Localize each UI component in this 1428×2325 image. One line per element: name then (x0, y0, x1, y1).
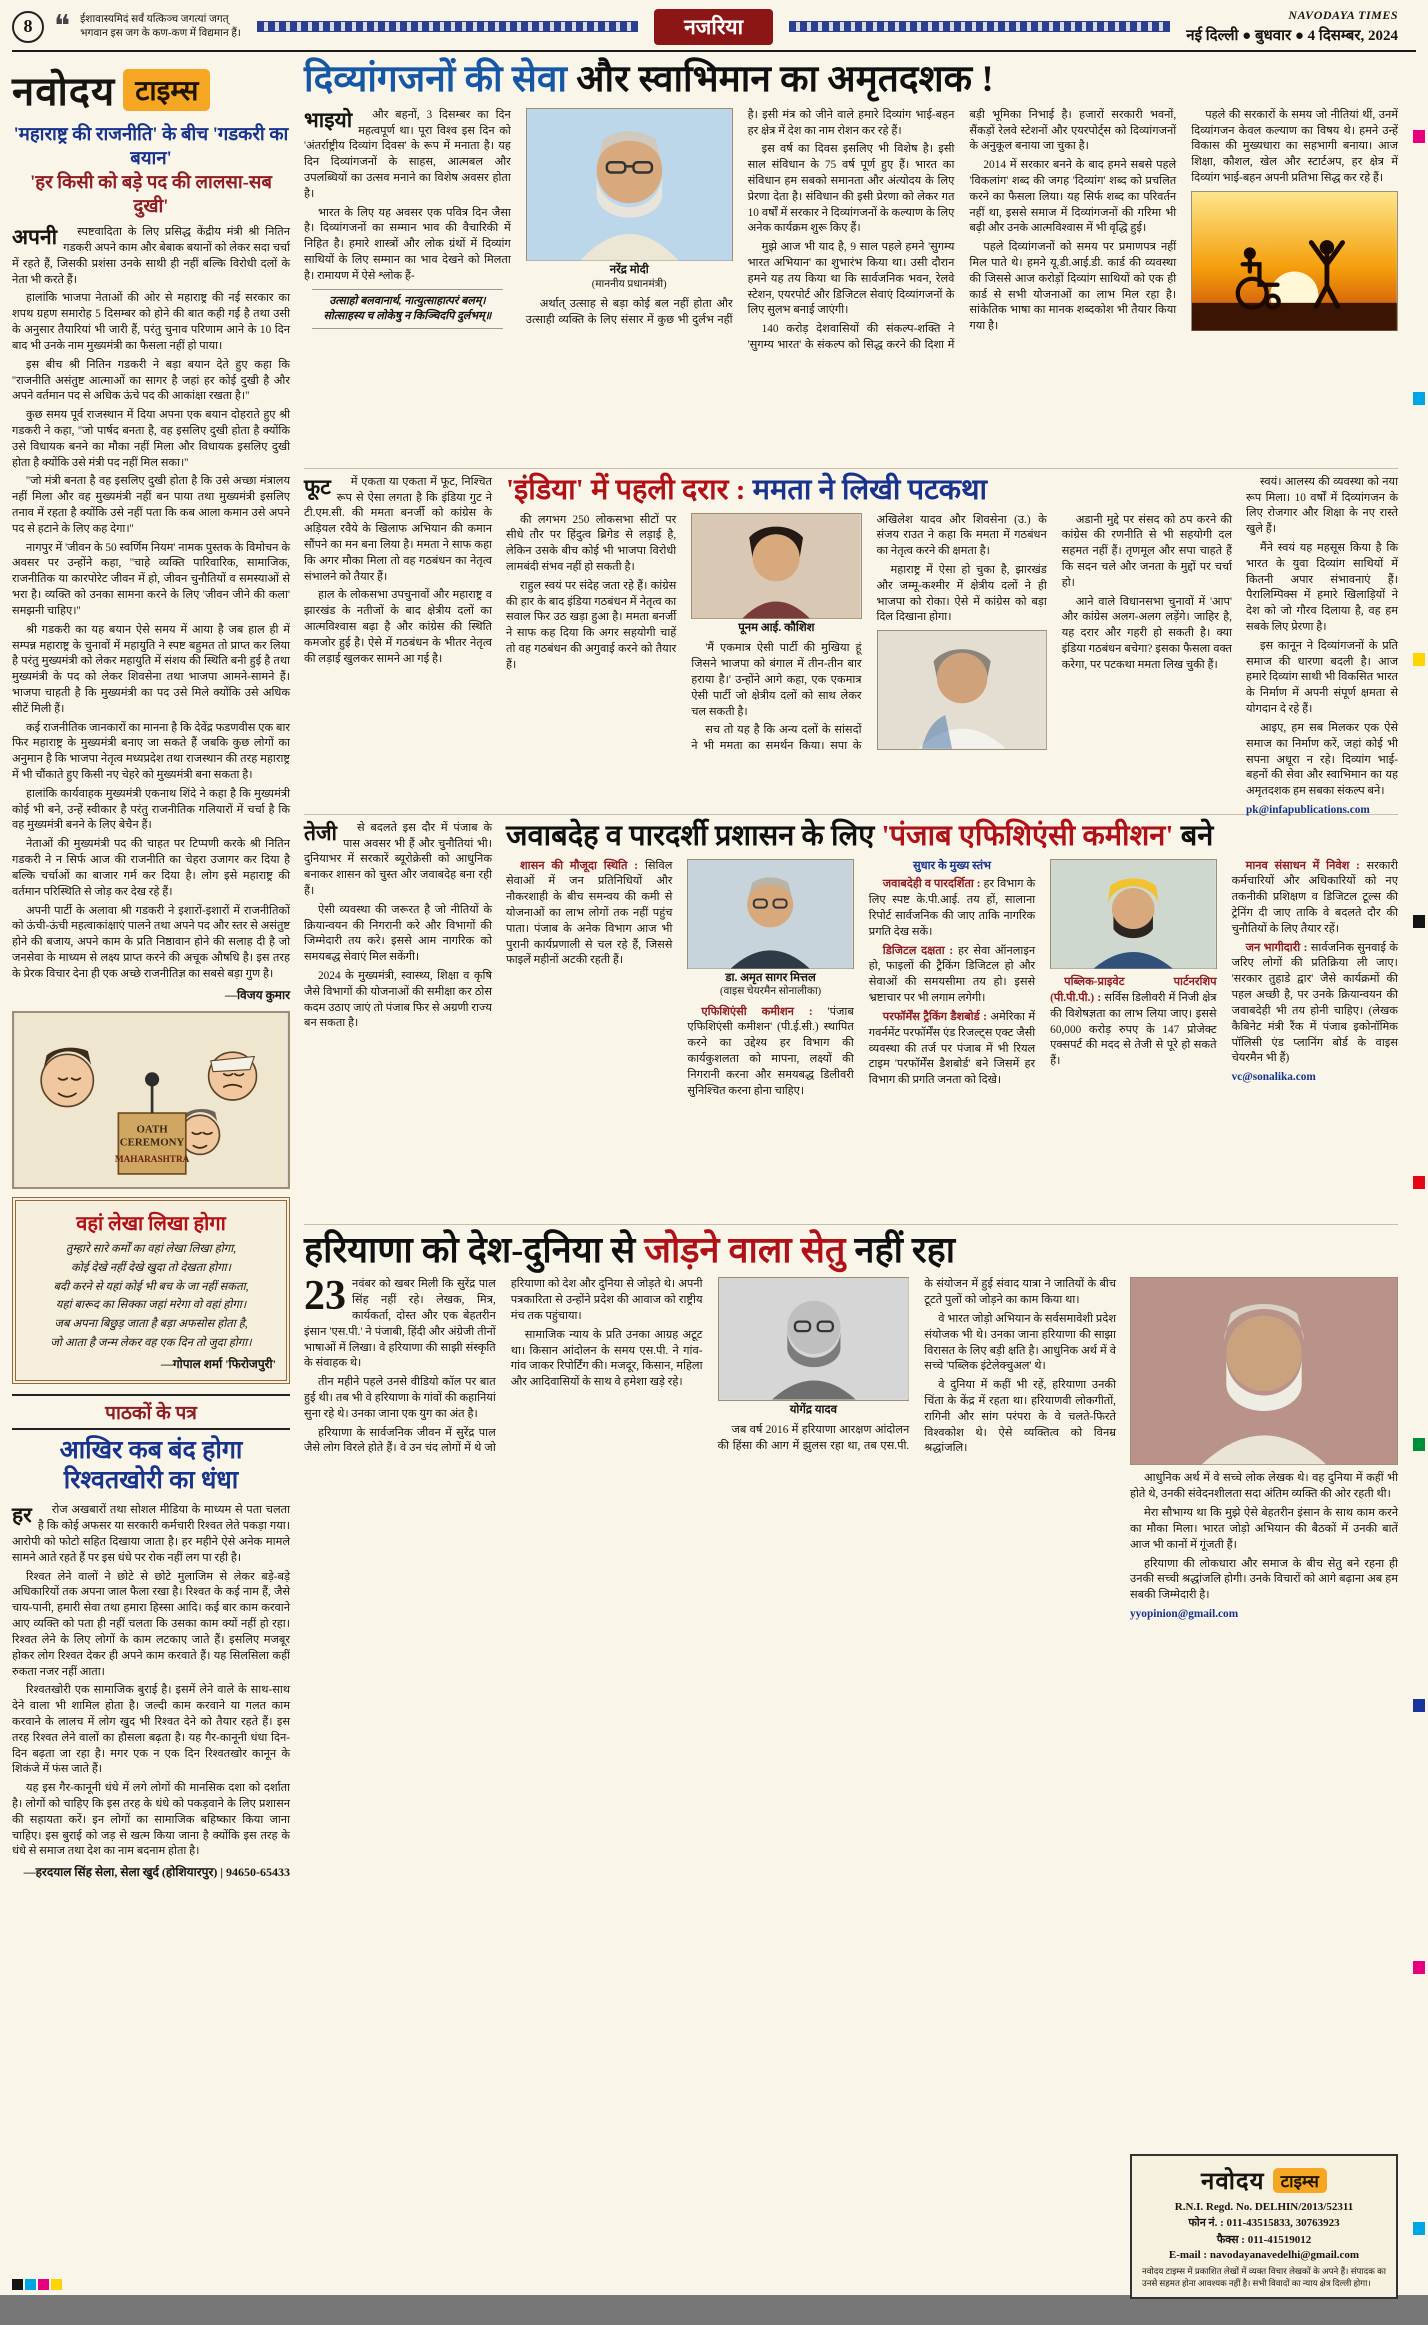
sanskrit-shloka: उत्साहो बलवानार्थ, नात्युत्साहात्परं बलम्। सोत्साहस्य च लोकेषु न किञ्चिदपि दुर्लभम्॥ (312, 289, 503, 330)
disclaimer: नवोदय टाइम्स में प्रकाशित लेखों में व्यक्त विचार लेखकों के अपने हैं। संपादक का उनसे सहमत होना आवश्यक नहीं है। सभी विवादों का न्याय क्षेत्र दिल्ली होगा। (1142, 2266, 1386, 2288)
poem-author: —गोपाल शर्मा 'फिरोजपुरी' (160, 1357, 276, 1372)
letters-section (12, 1394, 290, 1881)
punjab-headline: जवाबदेह व पारदर्शी प्रशासन के लिए 'पंजाब एफिशिएंसी कमीशन' बने (506, 819, 1214, 852)
surendra-pal-photo (1130, 1277, 1398, 1465)
modi-caption-name: नरेंद्र मोदी (609, 264, 649, 277)
modi-portrait (526, 108, 733, 262)
cartoon-text-1: OATH (136, 1123, 168, 1136)
cmyk-print-bar (12, 2279, 62, 2290)
letters-section-title: पाठकों के पत्र (12, 1394, 290, 1430)
punjab-email[interactable]: vc@sonalika.com (1231, 1071, 1316, 1084)
poem-title: वहां लेखा लिखा होगा (76, 1213, 226, 1236)
letters-headline: आखिर कब बंद होगा रिश्वतखोरी का धंधा (59, 1437, 243, 1495)
lead-word: अपनी (12, 225, 58, 250)
india-intro-column: फूट में एकता या एकता में फूट, निश्चित रूप से ऐसा लगता है कि इंडिया गुट ने टी.एम.सी. की ममता बनर्जी को कांग्रेस के अड़ियल रवैये के खिलाफ अभियान की कमान सौंपने का मन बना लिया है। ममता ने साफ कहा कि अगर मौका मिला तो वह गठबंधन का नेतृत्व संभालने को तैयार हैं। हाल के लोकसभा उपचुनावों और महाराष्ट्र व झारखंड के नतीजों के बाद क्षेत्रीय दलों का आत्मविश्वास बढ़ा है और कांग्रेस की स्थिति कमजोर हुई है। ऐसे में गठबंधन के भीतर नेतृत्व की लड़ाई खुलकर सामने आ गई है। (304, 474, 492, 665)
punjab-body: शासन की मौजूदा स्थिति : सिविल सेवाओं में जन प्रतिनिधियों और नौकरशाही के बीच समन्वय की कमी से योजनाओं का लाभ लोगों तक नहीं पहुंच पाता। पंजाब के अनेक विभाग आज भी पुरानी कार्यप्रणाली से चल रहे हैं, जिससे फाइलें महीनों अटकी रहती हैं। डा. अमृत सागर मित्तल (वाइस चेयरमैन सोनालीका) एफिशिएंसी कमीशन : 'पंजाब एफिशिएंसी कमीशन' (पी.ई.सी.) स्थापित करने का उद्देश्य हर विभाग की कार्यकुशलता को मापना, लक्ष्यों की निगरानी करना और समयबद्ध डिलीवरी सुनिश्चित करना होना चाहिए। सुधार के मुख्य स्तंभ जवाबदेही व पारदर्शिता : हर विभाग के लिए स्पष्ट के.पी.आई. तय हों, सालाना रिपोर्ट सार्वजनिक की जाए ताकि नागरिक प्रगति देख सकें। डिजिटल दक्षता : हर सेवा ऑनलाइन हो, फाइलों की ट्रैकिंग डिजिटल हो और सेवाओं की समयसीमा तय हो। इससे भ्रष्टाचार पर भी लगाम लगेगी। परफॉर्मेंस ट्रैकिंग डैशबोर्ड : अमेरिका में गवर्नमेंट परफॉर्मेंस एंड रिजल्ट्स एक्ट जैसी व्यवस्था की तर्ज पर पंजाब में भी रियल टाइम 'परफॉर्मेंस डैशबोर्ड' बने जिसमें हर विभाग की प्रगति जनता को दिखे। पब्लिक-प्राइवेट पार्टनरशिप (पी.पी.पी.) : सर्विस डिलीवरी में निजी क्षेत्र की विशेषज्ञता का लाभ लिया जाए। इससे 60,000 करोड़ रुपए के 147 प्रोजेक्ट एक्सपर्ट की मदद से तेजी से पूरे हो सकते हैं। मानव संसाधन में निवेश : सरकारी कर्मचारियों और अधिकारियों को नए तकनीकी प्रशिक्षण व डिजिटल टूल्स की ट्रेनिंग दी जाए ताकि वे बदलते दौर की चुनौतियों के लिए तैयार रहें। जन भागीदारी : सार्वजनिक सुनवाई के जरिए लोगों की प्रतिक्रिया ली जाए। 'सरकार तुहाडे द्वार' जैसे कार्यक्रमों की पहल अच्छी है, पर उनके क्रियान्वयन की जवाबदेही भी तय होनी चाहिए। (लेखक कैबिनेट मंत्री रैंक में पंजाब इकोनॉमिक पॉलिसी एंड प्लानिंग बोर्ड के वाइस चेयरमैन भी हैं) vc@sonalika.com (506, 859, 1398, 1097)
haryana-right-column (1130, 1277, 1398, 2299)
letter-author: —हरदयाल सिंह सेला, सेला खुर्द (होशियारपुर) | 94650-65433 (23, 1865, 290, 1880)
dateline: नई दिल्ली ● बुधवार ● 4 दिसम्बर, 2024 (1186, 28, 1398, 44)
divyang-body: भाइयो और बहनों, 3 दिसम्बर का दिन महत्वपूर्ण था। पूरा विश्व इस दिन को 'अंतर्राष्ट्रीय दिव्यांग दिवस' के रूप में मनाता है। यह दिन दिव्यांगजनों के साहस, आत्मबल और उपलब्धियों का उत्सव मनाने का विशेष अवसर होता है। भारत के लिए यह अवसर एक पवित्र दिन जैसा है। दिव्यांगजनों का सम्मान भाव की वैचारिकी में निहित है। हमारे शास्त्रों और लोक ग्रंथों में दिव्यांग साथियों के लिए सम्मान का भाव देखने को मिलता है। रामायण में ऐसे श्लोक हैं- उत्साहो बलवानार्थ, नात्युत्साहात्परं बलम्। सोत्साहस्य च लोकेषु न किञ्चिदपि दुर्लभम्॥ नरेंद्र मोदी (माननीय प्रधानमंत्री) अर्थात् उत्साह से बड़ा कोई बल नहीं होता और उत्साही व्यक्ति के लिए संसार में कुछ भी दुर्लभ नहीं है। इसी मंत्र को जीने वाले हमारे दिव्यांग भाई-बहन हर क्षेत्र में देश का नाम रोशन कर रहे हैं। इस वर्ष का दिवस इसलिए भी विशेष है। इसी साल संविधान के 75 वर्ष पूर्ण हुए हैं। भारत का संविधान हम सबको समानता और अंत्योदय के लिए प्रेरणा देता है। संविधान की इसी प्रेरणा को लेकर गत 10 वर्षों में सरकार ने दिव्यांगजनों के कल्याण के लिए अनेक कार्यक्रम शुरू किए हैं। मुझे आज भी याद है, 9 साल पहले हमने 'सुगम्य भारत अभियान' का शुभारंभ किया था। उसी दौरान हमने यह तय किया था कि सार्वजनिक भवन, रेलवे स्टेशन, एयरपोर्ट और डिजिटल सेवाएं दिव्यांगजनों के लिए सुलभ बनाई जाएंगी। 140 करोड़ देशवासियों की संकल्प-शक्ति ने 'सुगम्य भारत' के संकल्प को सिद्ध करने की दिशा में बड़ी भूमिका निभाई है। हजारों सरकारी भवनों, सैंकड़ों रेलवे स्टेशनों और एयरपोर्ट्स को दिव्यांगजनों के अनुकूल बनाया जा चुका है। 2014 में सरकार बनने के बाद हमने सबसे पहले 'विकलांग' शब्द की जगह 'दिव्यांग' शब्द को प्रचलित करने का फैसला लिया। यह सिर्फ शब्द का परिवर्तन नहीं था, इससे समाज में दिव्यांगजनों की गरिमा भी बढ़ी और उनके आत्मविश्वास में भी वृद्धि हुई। पहले दिव्यांगजनों को समय पर प्रमाणपत्र नहीं मिल पाते थे। हमने यू.डी.आई.डी. कार्ड की व्यवस्था की जिससे आज करोड़ों दिव्यांग साथियों को एक ही कार्ड से सभी योजनाओं का लाभ मिल रहा है। सांकेतिक भाषा का मानक शब्दकोश भी तैयार किया गया है। पहले की सरकारों के समय जो नीतियां थीं, उनमें दिव्यांगजन केवल कल्याण का विषय थे। हमने उन्हें विकास की मुख्यधारा का सहभागी बनाया। आज शिक्षा, कौशल, खेल और स्टार्टअप, हर क्षेत्र में दिव्यांग भाई-बहन अपनी प्रतिभा सिद्ध कर रहे हैं। (304, 107, 1398, 352)
gadkari-headline-1: 'महाराष्ट्र की राजनीति' के बीच 'गडकरी का बयान' (13, 125, 289, 170)
rni-number: R.N.I. Regd. No. DELHIN/2013/52311 (1174, 2201, 1354, 2214)
maharashtra-cartoon (12, 1011, 290, 1189)
mann-portrait (1050, 859, 1216, 969)
wheelchair-silhouette (1191, 191, 1398, 332)
page-header (0, 0, 1428, 50)
punjab-article (506, 821, 1398, 1216)
contact-email[interactable]: E-mail : navodayanavedelhi@gmail.com (1168, 2249, 1360, 2262)
poem-box (12, 1197, 290, 1384)
masthead-slogan: ईशावास्यमिदं सर्वं यत्किञ्च जगत्यां जगत् भगवान इस जग के कण-कण में विद्यमान हैं। (80, 13, 241, 39)
lead-word: फूट (304, 474, 331, 499)
punjab-intro-column: तेजी से बदलते इस दौर में पंजाब के पास अवसर भी हैं और चुनौतियां भी। दुनियाभर में सरकारें ब्यूरोक्रेसी को आधुनिक बनाकर शासन को चुस्त और जवाबदेह बना रही हैं। ऐसी व्यवस्था की जरूरत है जो नीतियों के क्रियान्वयन की निगरानी करे और विभागों की जिम्मेदारी तय करे। इससे आम नागरिक को समयबद्ध सेवाएं मिल सकेंगी। 2024 के मुख्यमंत्री, स्वास्थ्य, शिक्षा व कृषि जैसे विभागों की योजनाओं की समीक्षा कर ठोस कदम उठाए जाएं तो पंजाब फिर से अग्रणी राज्य बन सकता है। (304, 820, 492, 1030)
dateline-block (1186, 8, 1398, 45)
wheelchair-sunrise-photo (1191, 191, 1398, 332)
yadav-caption: योगेंद्र यादव (789, 1403, 837, 1416)
poonam-caption: पूनम आई. कौशिश (738, 621, 815, 634)
punjab-band (304, 814, 1398, 1216)
divyang-continuation-column: स्वयं। आलस्य की व्यवस्था को नया रूप मिला। 10 वर्षों में दिव्यांगजन के लिए रोजगार और शिक्षा के नए रास्ते खुले हैं। मैंने स्वयं यह महसूस किया है कि भारत के युवा दिव्यांग साथियों में कितनी अपार संभावनाएं हैं। पैरालिम्पिक्स में हमारे खिलाड़ियों ने देश को जो गौरव दिलाया है, वह हम सबके लिए प्रेरणा है। इस कानून ने दिव्यांगजनों के प्रति समाज की धारणा बदली है। आज हमारे दिव्यांग साथी भी विकसित भारत के निर्माण में अपनी संपूर्ण क्षमता से योगदान दे रहे हैं। आइए, हम सब मिलकर एक ऐसे समाज का निर्माण करें, जहां कोई भी सपना अधूरा न रहे। दिव्यांग भाई-बहनों की सेवा और स्वाभिमान का यह अमृतदशक हम सबका संकल्प बने। pk@infapublications.com (1246, 475, 1398, 822)
mamata-banerjee-photo (877, 630, 1047, 750)
mittal-caption-title: (वाइस चेयरमैन सोनालीका) (719, 986, 822, 998)
left-column (12, 60, 290, 2299)
edge-registration-marks (1413, 130, 1425, 2235)
poonam-kaushish-photo (691, 513, 861, 636)
phone-number: फोन नं. : 011-43515833, 30763923 (1188, 2217, 1340, 2230)
lead-word: तेजी (304, 820, 337, 845)
decorative-strip-right (789, 21, 1170, 32)
poonam-portrait (691, 513, 861, 619)
quote-icon: ❝ (54, 9, 71, 43)
page-number: 8 (12, 11, 44, 43)
yogendra-yadav-photo (718, 1277, 910, 1417)
paper-name: NAVODAYA TIMES (1288, 8, 1398, 22)
navodaya-masthead: नवोदय टाइम्स (12, 62, 290, 117)
yadav-portrait (718, 1277, 910, 1400)
poem-lines: तुम्हारे सारे कर्मों का वहां लेखा लिखा होगा, कोई देखे नहीं देखे खुदा तो देखता होगा। बदी करने से यहां कोई भी बच के जा नहीं सकता, यहां बारूद का सिक्का जहां मरेगा वो वहां होगा। जब अपना बिछुड़ जाता है बड़ा अफसोस होता है, जो आता है जन्म लेकर वह एक दिन तो जुदा होगा। (50, 1243, 252, 1349)
main-column (304, 60, 1398, 2299)
india-body: की लगभग 250 लोकसभा सीटों पर सीधे तौर पर हिंदुत्व ब्रिगेड से लड़ाई है, लेकिन उसके बीच कोई भी भाजपा विरोधी लामबंदी संभव नहीं हो सकती है। राहुल स्वयं पर संदेह जता रहे हैं। कांग्रेस की हार के बाद इंडिया गठबंधन में नेतृत्व का सवाल फिर उठ खड़ा हुआ है। ममता बनर्जी ने साफ कह दिया कि अगर सहयोगी चाहें तो वह गठबंधन की अगुवाई करने को तैयार हैं। पूनम आई. कौशिश 'मैं एकमात्र ऐसी पार्टी की मुखिया हूं जिसने भाजपा को बंगाल में तीन-तीन बार हराया है।' उन्होंने आगे कहा, एक एकमात्र ऐसी पार्टी जो क्षेत्रीय दलों को साथ लेकर चल सकती है। सच तो यह है कि अन्य दलों के सांसदों ने भी ममता का समर्थन किया। सपा के अखिलेश यादव और शिवसेना (उ.) के संजय राउत ने कहा कि ममता में गठबंधन का नेतृत्व करने की क्षमता है। महाराष्ट्र में ऐसा हो चुका है, झारखंड और जम्मू-कश्मीर में क्षेत्रीय दलों ने ही भाजपा को रोका। ऐसे में कांग्रेस को बड़ा दिल दिखाना होगा। अडानी मुद्दे पर संसद को ठप करने की कांग्रेस की रणनीति से भी सहयोगी दल सहमत नहीं हैं। तृणमूल और सपा चाहते हैं कि सदन चले और जनता के मुद्दों पर चर्चा हो। आने वाले विधानसभा चुनावों में 'आप' और कांग्रेस अलग-अलग लड़ेंगे। जाहिर है, यह दरार और गहरी हो सकती है। क्या इंडिया गठबंधन बचेगा? इसका फैसला वक्त करेगा, पर पटकथा ममता लिख चुकी हैं। (506, 513, 1232, 753)
cartoon-text-2: CEREMONY (119, 1137, 185, 1150)
divyang-article (304, 60, 1398, 460)
amrit-mittal-photo (687, 859, 853, 999)
contact-masthead: नवोदय टाइम्स (1142, 2164, 1386, 2197)
mittal-portrait (687, 859, 853, 969)
haryana-email[interactable]: yyopinion@gmail.com (1130, 1607, 1239, 1620)
haryana-article (304, 1224, 1398, 2300)
divyang-headline: दिव्यांगजनों की सेवा और स्वाभिमान का अमृतदशक ! (304, 59, 994, 100)
cartoon-text-3: MAHARASHTRA (114, 1154, 190, 1165)
contact-box (1130, 2154, 1398, 2299)
divyang-email[interactable]: pk@infapublications.com (1246, 803, 1370, 816)
punjab-center-subhead: सुधार के मुख्य स्तंभ (912, 859, 991, 872)
dropcap: 23 (304, 1273, 346, 1320)
modi-photo (526, 108, 733, 291)
gadkari-headline-2: 'हर किसी को बड़े पद की लालसा-सब दुखी' (30, 173, 272, 218)
mittal-caption-name: डा. अमृत सागर मित्तल (725, 972, 816, 985)
gadkari-body: अपनी स्पष्टवादिता के लिए प्रसिद्ध केंद्रीय मंत्री श्री नितिन गडकरी अपने काम और बेबाक बयानों को लेकर सदा चर्चा में रहते हैं, जिसकी प्रशंसा उनके साथी ही नहीं बल्कि विरोधी दलों के नेता भी करते हैं। हालांकि भाजपा नेताओं की ओर से महाराष्ट्र की नई सरकार का शपथ ग्रहण समारोह 5 दिसम्बर को होने की बात कही गई है तथा उसी के अनुसार तैयारियां भी जारी हैं, परंतु चुनाव परिणाम आने के 10 दिन बाद भी उनके नाम मुख्यमंत्री का फैसला नहीं हो पाया। इस बीच श्री नितिन गडकरी ने बड़ा बयान देते हुए कहा कि ''राजनीति असंतुष्ट आत्माओं का सागर है जहां हर कोई दुखी है और अपने वर्तमान पद से अधिक ऊंचे पद की आकांक्षा रखता है।'' कुछ समय पूर्व राजस्थान में दिया अपना एक बयान दोहराते हुए श्री गडकरी ने कहा, ''जो पार्षद बनता है, वह इसलिए दुखी होता है क्योंकि उसे विधायक बनने का मौका नहीं मिला और विधायक इसलिए दुखी होता है क्योंकि उसे मंत्री पद नहीं मिल सका।'' ''जो मंत्री बनता है वह इसलिए दुखी होता है कि उसे अच्छा मंत्रालय नहीं मिला और वह मुख्यमंत्री नहीं बन पाया तथा मुख्यमंत्री इसलिए तनाव में रहता है क्योंकि उसे नहीं पता कि कब आला कमान उसे अपने पद से हटाने के लिए कह देगा।'' नागपुर में 'जीवन के 50 स्वर्णिम नियम' नामक पुस्तक के विमोचन के अवसर पर उन्होंने कहा, ''चाहे व्यक्ति पारिवारिक, सामाजिक, राजनीतिक या कारपोरेट जीवन में हो, जीवन चुनौतियों व समस्याओं से भरा है। व्यक्ति को उनका सामना करने के लिए 'जीवन जीने की कला' समझनी चाहिए।'' श्री गडकरी का यह बयान ऐसे समय में आया है जब हाल ही में सम्पन्न महाराष्ट्र के चुनावों में महायुति ने स्पष्ट बहुमत तो प्राप्त कर लिया है परंतु मुख्यमंत्री को लेकर महायुति में संशय की स्थिति बनी हुई है तथा मुख्यमंत्री के पद को लेकर शिवसेना तथा भाजपा आमने-सामने हैं। भाजपा चाहती है कि मुख्यमंत्री का पद उसे मिले क्योंकि उसे अधिक सीटें मिली हैं। कई राजनीतिक जानकारों का मानना है कि देवेंद्र फडणवीस एक बार फिर महाराष्ट्र के मुख्यमंत्री बनाए जा सकते हैं जबकि कुछ लोगों का अनुमान है कि भाजपा नेतृत्व मध्यप्रदेश तथा राजस्थान की तरह महाराष्ट्र में भी चौंकाते हुए किसी नए चेहरे को मुख्यमंत्री बना सकता है। हालांकि कार्यवाहक मुख्यमंत्री एकनाथ शिंदे ने कहा है कि मुख्यमंत्री कोई भी बने, उन्हें स्वीकार है परंतु राजनीतिक गलियारों में चर्चा है कि वह मुख्यमंत्री बनने के लिए बेचैन हैं। नेताओं की मुख्यमंत्री पद की चाहत पर टिप्पणी करके श्री नितिन गडकरी ने न सिर्फ आज की राजनीति का चेहरा उजागर कर दिया है बल्कि चर्चाओं का बाजार गर्म कर दिया है। लोग इसे महाराष्ट्र की वर्तमान परिस्थिति से जोड़ कर देख रहे हैं। अपनी पार्टी के अलावा श्री गडकरी ने इशारों-इशारों में राजनीतिकों को ऊंची-ऊंची महत्वाकांक्षाएं पालने तथा अपने पद और स्तर से असंतुष्ट होने की बजाय, अपने काम के प्रति निष्ठावान होने की सलाह दी है जो जनसेवा के माध्यम से लक्ष्य प्राप्त करने की अचूक औषधि है। इस तरह के प्रेरक विचार देना ही एक अच्छे राजनीतिज्ञ का सबसे बड़ा गुण है। —विजय कुमार (12, 225, 290, 1002)
mamata-portrait (877, 630, 1047, 750)
elderly-portrait (1130, 1277, 1398, 1465)
fax-number: फैक्स : 011-41519012 (1216, 2234, 1312, 2247)
india-band (304, 468, 1398, 816)
haryana-headline: हरियाणा को देश-दुनिया से जोड़ने वाला सेतु नहीं रहा (304, 1229, 956, 1270)
india-headline: 'इंडिया' में पहली दरार : ममता ने लिखी पटकथा (506, 473, 988, 506)
modi-caption-title: (माननीय प्रधानमंत्री) (591, 278, 667, 290)
bhagwant-mann-photo (1050, 859, 1216, 969)
letters-body: हर रोज अखबारों तथा सोशल मीडिया के माध्यम से पता चलता है कि कोई अफसर या सरकारी कर्मचारी रिश्वत लेते पकड़ा गया। आरोपी को फोटो सहित दिखाया जाता है। हर महीने ऐसे अनेक मामले सामने आते रहते हैं पर इस धंधे पर रोक नहीं लग पा रही है। रिश्वत लेने वालों ने छोटे से छोटे मुलाजिम से लेकर बड़े-बड़े अधिकारियों तक अपना जाल फैला रखा है। रिश्वत के कई नाम हैं, जैसे चाय-पानी, हमारी सेवा तथा हमारा हिस्सा आदि। कई बार काम करवाने आए व्यक्ति को पता ही नहीं चलता कि उसका काम क्यों नहीं हो रहा। रिश्वत लेने के लिए लोगों के काम लटकाए जाते हैं। इसलिए मजबूर होकर लोग रिश्वत देकर ही अपने काम करवाते हैं। यह सिलसिला कहीं रुकता नजर नहीं आता। रिश्वतखोरी एक सामाजिक बुराई है। इसमें लेने वाले के साथ-साथ देने वाला भी शामिल होता है। जल्दी काम करवाने या गलत काम करवाने के लालच में लोग खुद भी रिश्वत देने को तैयार रहते हैं। इस तरह रिश्वत लेने वालों का हौसला बढ़ता है। यह गैर-कानूनी धंधा दिन-दिन बढ़ता जा रहा है। मगर एक न एक दिन रिश्वतखोर कानून के शिकंजे में फंस जाते हैं। यह इस गैर-कानूनी धंधे में लगे लोगों की मानसिक दशा को दर्शाता है। लोगों को चाहिए कि इस तरह के धंधे को पकड़वाने के लिए प्रशासन की सहायता करें। इन लोगों का सामाजिक बहिष्कार किया जाना चाहिए। इस बुराई को जड़ से खत्म किया जाना है क्योंकि इस तरह के धंधे से समाज तथा देश का नाम बदनाम होता है। —हरदयाल सिंह सेला, सेला खुर्द (होशियारपुर) | 94650-65433 (12, 1503, 290, 1880)
haryana-right-text: आधुनिक अर्थ में वे सच्चे लोक लेखक थे। वह दुनिया में कहीं भी होते थे, उनकी संवेदनशीलता सदा अंतिम व्यक्ति की ओर रहती थी। मेरा सौभाग्य था कि मुझे ऐसे बेहतरीन इंसान के साथ काम करने का मौका मिला। भारत जोड़ो अभियान की बैठकों में उनकी बातें आज भी कानों में गूंजती हैं। हरियाणा की लोकधारा और समाज के बीच सेतु बने रहना ही उनकी सच्ची श्रद्धांजलि होगी। उनके विचारों को आगे बढ़ाना अब हम सबकी जिम्मेदारी है। yyopinion@gmail.com (1130, 1471, 1398, 2146)
page-content (0, 52, 1428, 2325)
lead-word: हर (12, 1503, 32, 1528)
section-banner: नजरिया (654, 9, 773, 45)
lead-word: भाइयो (304, 107, 353, 132)
india-article (506, 475, 1232, 822)
cartoon-drawing (13, 1012, 289, 1188)
gadkari-editorial (12, 123, 290, 1003)
haryana-body: 23 नवंबर को खबर मिली कि सुरेंद्र पाल सिंह नहीं रहे। लेखक, मित्र, कार्यकर्ता, दोस्त और एक बेहतरीन इंसान 'एस.पी.' ने पंजाबी, हिंदी और अंग्रेजी तीनों भाषाओं में लिखा। वे हरियाणा की साझी संस्कृति के संवाहक थे। तीन महीने पहले उनसे वीडियो कॉल पर बात हुई थी। तब भी वे हरियाणा के गांवों की कहानियां सुना रहे थे। उनका जाना एक युग का अंत है। हरियाणा के सार्वजनिक जीवन में सुरेंद्र पाल जैसे लोग विरले होते हैं। वे उन चंद लोगों में थे जो हरियाणा को देश और दुनिया से जोड़ते थे। अपनी पत्रकारिता से उन्होंने प्रदेश की आवाज को राष्ट्रीय मंच तक पहुंचाया। सामाजिक न्याय के प्रति उनका आग्रह अटूट था। किसान आंदोलन के समय एस.पी. ने गांव-गांव जाकर रिपोर्टिंग की। मजदूर, किसान, महिला और आदिवासियों के साथ वे हमेशा खड़े रहे। योगेंद्र यादव जब वर्ष 2016 में हरियाणा आरक्षण आंदोलन की हिंसा की आग में झुलस रहा था, तब एस.पी. के संयोजन में हुई संवाद यात्रा ने जातियों के बीच टूटते पुलों को जोड़ने का काम किया था। वे भारत जोड़ो अभियान के सर्वसमावेशी प्रदेश संयोजक भी थे। उनका जाना हरियाणा की साझा विरासत के लिए बड़ी क्षति है। आधुनिक अर्थ में वे सच्चे 'पब्लिक इंटेलेक्चुअल' थे। वे दुनिया में कहीं भी रहें, हरियाणा उनकी चिंता के केंद्र में रहता था। हरियाणवी लोकगीतों, रागिनी और सांग परंपरा के वे चलते-फिरते विश्वकोश थे। ऐसे व्यक्तित्व को विनम्र श्रद्धांजलि। (304, 1273, 1116, 1455)
byline: —विजय कुमार (224, 987, 290, 1002)
decorative-strip-left (257, 21, 638, 32)
haryana-grid (304, 1273, 1398, 2299)
